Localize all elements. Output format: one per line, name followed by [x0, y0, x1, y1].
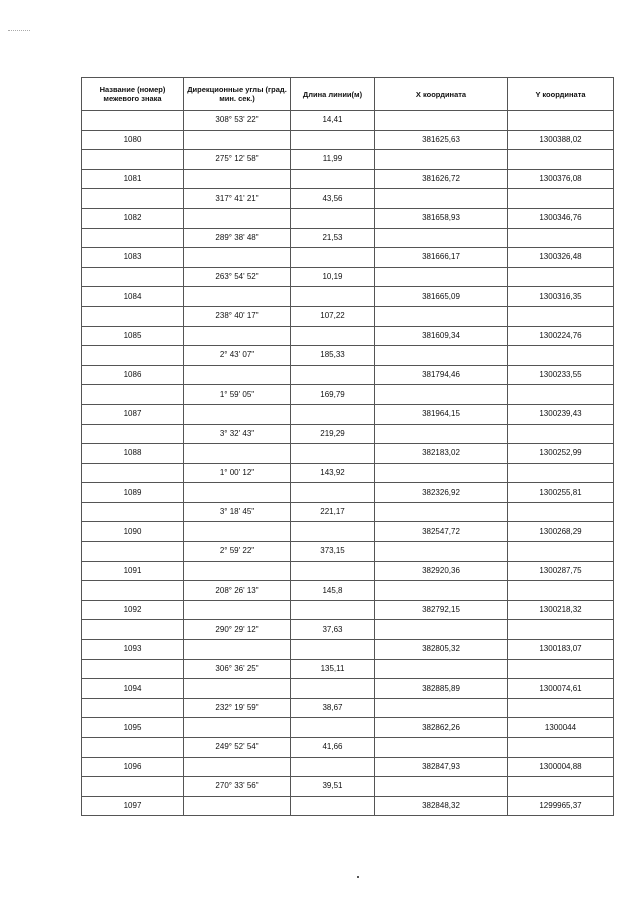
- cell-y-coordinate: 1300239,43: [508, 404, 614, 424]
- header-x-coordinate: X координата: [375, 78, 508, 111]
- cell-line-length: [291, 600, 375, 620]
- cell-line-length: [291, 483, 375, 503]
- cell-mark-name: [82, 659, 184, 679]
- cell-y-coordinate: 1300218,32: [508, 600, 614, 620]
- table-row: [82, 542, 614, 562]
- cell-mark-name: 1083: [82, 248, 184, 268]
- cell-y-coordinate: 1300224,76: [508, 326, 614, 346]
- table-row: [82, 346, 614, 366]
- cell-y-coordinate: 1300376,08: [508, 169, 614, 189]
- cell-mark-name: 1080: [82, 130, 184, 150]
- cell-line-length: 143,92: [291, 463, 375, 483]
- cell-x-coordinate: [375, 385, 508, 405]
- cell-mark-name: 1085: [82, 326, 184, 346]
- cell-mark-name: [82, 306, 184, 326]
- table-row: [82, 208, 614, 228]
- cell-line-length: 107,22: [291, 306, 375, 326]
- cell-x-coordinate: 381626,72: [375, 169, 508, 189]
- cell-bearing-angle: [184, 365, 291, 385]
- table-row: [82, 267, 614, 287]
- cell-x-coordinate: 381665,09: [375, 287, 508, 307]
- cell-bearing-angle: 208° 26' 13": [184, 581, 291, 601]
- cell-x-coordinate: 382792,15: [375, 600, 508, 620]
- table-header-row: [82, 78, 614, 111]
- cell-y-coordinate: [508, 306, 614, 326]
- cell-bearing-angle: [184, 248, 291, 268]
- cell-line-length: 219,29: [291, 424, 375, 444]
- cell-line-length: [291, 365, 375, 385]
- cell-y-coordinate: [508, 659, 614, 679]
- cell-x-coordinate: [375, 581, 508, 601]
- cell-x-coordinate: [375, 306, 508, 326]
- cell-mark-name: 1084: [82, 287, 184, 307]
- cell-x-coordinate: [375, 542, 508, 562]
- cell-mark-name: [82, 228, 184, 248]
- cell-line-length: [291, 287, 375, 307]
- table-row: [82, 679, 614, 699]
- cell-mark-name: 1086: [82, 365, 184, 385]
- cell-x-coordinate: [375, 620, 508, 640]
- table-row: [82, 404, 614, 424]
- table-row: [82, 228, 614, 248]
- cell-mark-name: 1097: [82, 796, 184, 816]
- cell-line-length: 11,99: [291, 150, 375, 170]
- cell-mark-name: [82, 777, 184, 797]
- cell-x-coordinate: 381625,63: [375, 130, 508, 150]
- cell-bearing-angle: [184, 757, 291, 777]
- cell-mark-name: [82, 581, 184, 601]
- cell-x-coordinate: 381666,17: [375, 248, 508, 268]
- table-row: [82, 111, 614, 131]
- cell-mark-name: [82, 189, 184, 209]
- cell-line-length: [291, 208, 375, 228]
- cell-line-length: [291, 169, 375, 189]
- cell-x-coordinate: [375, 150, 508, 170]
- cell-y-coordinate: [508, 698, 614, 718]
- table-row: [82, 738, 614, 758]
- cell-mark-name: [82, 463, 184, 483]
- cell-mark-name: [82, 150, 184, 170]
- cell-y-coordinate: 1300004,88: [508, 757, 614, 777]
- table-row: [82, 130, 614, 150]
- cell-x-coordinate: [375, 502, 508, 522]
- page-dot: [357, 876, 359, 878]
- cell-bearing-angle: 1° 00' 12": [184, 463, 291, 483]
- cell-bearing-angle: [184, 169, 291, 189]
- cell-y-coordinate: 1299965,37: [508, 796, 614, 816]
- table-row: [82, 698, 614, 718]
- cell-x-coordinate: 381609,34: [375, 326, 508, 346]
- cell-bearing-angle: 263° 54' 52": [184, 267, 291, 287]
- cell-bearing-angle: [184, 287, 291, 307]
- cell-x-coordinate: 382920,36: [375, 561, 508, 581]
- cell-y-coordinate: 1300074,61: [508, 679, 614, 699]
- cell-bearing-angle: [184, 600, 291, 620]
- table-row: [82, 248, 614, 268]
- cell-line-length: 185,33: [291, 346, 375, 366]
- table-row: [82, 385, 614, 405]
- cell-bearing-angle: 2° 43' 07": [184, 346, 291, 366]
- cell-y-coordinate: 1300044: [508, 718, 614, 738]
- cell-x-coordinate: 382326,92: [375, 483, 508, 503]
- cell-mark-name: 1082: [82, 208, 184, 228]
- cell-x-coordinate: [375, 738, 508, 758]
- cell-x-coordinate: [375, 189, 508, 209]
- cell-y-coordinate: 1300233,55: [508, 365, 614, 385]
- cell-line-length: [291, 640, 375, 660]
- cell-mark-name: [82, 542, 184, 562]
- cell-line-length: [291, 326, 375, 346]
- table-row: [82, 659, 614, 679]
- cell-line-length: 221,17: [291, 502, 375, 522]
- table-row: [82, 620, 614, 640]
- cell-y-coordinate: [508, 189, 614, 209]
- cell-y-coordinate: 1300346,76: [508, 208, 614, 228]
- cell-x-coordinate: [375, 346, 508, 366]
- table-row: [82, 581, 614, 601]
- cell-x-coordinate: 382847,93: [375, 757, 508, 777]
- cell-mark-name: [82, 698, 184, 718]
- cell-bearing-angle: [184, 404, 291, 424]
- cell-bearing-angle: 289° 38' 48": [184, 228, 291, 248]
- cell-x-coordinate: [375, 777, 508, 797]
- table-row: [82, 483, 614, 503]
- table-row: [82, 777, 614, 797]
- cell-y-coordinate: [508, 346, 614, 366]
- table-row: [82, 600, 614, 620]
- cell-x-coordinate: [375, 698, 508, 718]
- cell-bearing-angle: 238° 40' 17": [184, 306, 291, 326]
- cell-line-length: [291, 444, 375, 464]
- cell-line-length: 10,19: [291, 267, 375, 287]
- cell-bearing-angle: 249° 52' 54": [184, 738, 291, 758]
- table-row: [82, 561, 614, 581]
- cell-bearing-angle: 270° 33' 56": [184, 777, 291, 797]
- cell-bearing-angle: 3° 32' 43": [184, 424, 291, 444]
- cell-line-length: [291, 248, 375, 268]
- cell-bearing-angle: 306° 36' 25": [184, 659, 291, 679]
- cell-y-coordinate: [508, 738, 614, 758]
- cell-y-coordinate: 1300287,75: [508, 561, 614, 581]
- cell-mark-name: 1094: [82, 679, 184, 699]
- cell-y-coordinate: [508, 424, 614, 444]
- cell-x-coordinate: [375, 424, 508, 444]
- cell-mark-name: [82, 620, 184, 640]
- cell-line-length: 21,53: [291, 228, 375, 248]
- cell-mark-name: 1091: [82, 561, 184, 581]
- cell-bearing-angle: [184, 718, 291, 738]
- table-row: [82, 424, 614, 444]
- header-line-length: Длина линии(м): [291, 78, 375, 111]
- cell-y-coordinate: 1300255,81: [508, 483, 614, 503]
- cell-x-coordinate: [375, 228, 508, 248]
- cell-mark-name: 1092: [82, 600, 184, 620]
- cell-y-coordinate: 1300183,07: [508, 640, 614, 660]
- cell-x-coordinate: 381964,15: [375, 404, 508, 424]
- cell-bearing-angle: 2° 59' 22": [184, 542, 291, 562]
- table-row: [82, 757, 614, 777]
- cell-mark-name: [82, 346, 184, 366]
- table-row: [82, 796, 614, 816]
- cell-bearing-angle: [184, 640, 291, 660]
- cell-mark-name: 1093: [82, 640, 184, 660]
- cell-x-coordinate: 382885,89: [375, 679, 508, 699]
- cell-x-coordinate: [375, 267, 508, 287]
- cell-line-length: 14,41: [291, 111, 375, 131]
- cell-line-length: 41,66: [291, 738, 375, 758]
- cell-mark-name: 1089: [82, 483, 184, 503]
- cell-mark-name: 1087: [82, 404, 184, 424]
- cell-mark-name: 1095: [82, 718, 184, 738]
- cell-x-coordinate: 382862,26: [375, 718, 508, 738]
- cell-line-length: 145,8: [291, 581, 375, 601]
- boundary-marks-table: [81, 77, 614, 816]
- cell-bearing-angle: [184, 326, 291, 346]
- cell-mark-name: [82, 111, 184, 131]
- table-row: [82, 169, 614, 189]
- cell-bearing-angle: [184, 444, 291, 464]
- cell-mark-name: 1096: [82, 757, 184, 777]
- cell-x-coordinate: 382848,32: [375, 796, 508, 816]
- cell-bearing-angle: [184, 130, 291, 150]
- cell-line-length: 43,56: [291, 189, 375, 209]
- cell-mark-name: [82, 385, 184, 405]
- table-row: [82, 189, 614, 209]
- cell-x-coordinate: 381794,46: [375, 365, 508, 385]
- cell-y-coordinate: [508, 385, 614, 405]
- cell-bearing-angle: 275° 12' 58": [184, 150, 291, 170]
- cell-line-length: 39,51: [291, 777, 375, 797]
- cell-x-coordinate: [375, 111, 508, 131]
- cell-bearing-angle: 1° 59' 05": [184, 385, 291, 405]
- cell-bearing-angle: 317° 41' 21": [184, 189, 291, 209]
- cell-line-length: [291, 561, 375, 581]
- cell-y-coordinate: [508, 777, 614, 797]
- header-y-coordinate: Y координата: [508, 78, 614, 111]
- cell-y-coordinate: 1300252,99: [508, 444, 614, 464]
- cell-line-length: [291, 404, 375, 424]
- cell-bearing-angle: [184, 483, 291, 503]
- cell-line-length: [291, 757, 375, 777]
- cell-y-coordinate: [508, 150, 614, 170]
- cell-line-length: [291, 796, 375, 816]
- cell-y-coordinate: 1300326,48: [508, 248, 614, 268]
- cell-line-length: 169,79: [291, 385, 375, 405]
- cell-line-length: [291, 718, 375, 738]
- cell-y-coordinate: [508, 111, 614, 131]
- table-row: [82, 306, 614, 326]
- table-row: [82, 463, 614, 483]
- cell-y-coordinate: [508, 502, 614, 522]
- table-row: [82, 326, 614, 346]
- cell-line-length: 37,63: [291, 620, 375, 640]
- cell-bearing-angle: [184, 679, 291, 699]
- cell-bearing-angle: 232° 19' 59": [184, 698, 291, 718]
- cell-line-length: 38,67: [291, 698, 375, 718]
- cell-y-coordinate: [508, 542, 614, 562]
- cell-bearing-angle: 290° 29' 12": [184, 620, 291, 640]
- scan-artifact-mark: [8, 30, 30, 31]
- table-row: [82, 287, 614, 307]
- cell-bearing-angle: [184, 208, 291, 228]
- cell-y-coordinate: 1300316,35: [508, 287, 614, 307]
- cell-bearing-angle: [184, 522, 291, 542]
- cell-bearing-angle: [184, 561, 291, 581]
- cell-y-coordinate: [508, 620, 614, 640]
- cell-bearing-angle: [184, 796, 291, 816]
- cell-bearing-angle: 308° 53' 22": [184, 111, 291, 131]
- cell-y-coordinate: [508, 267, 614, 287]
- cell-y-coordinate: [508, 463, 614, 483]
- cell-mark-name: [82, 424, 184, 444]
- cell-mark-name: 1088: [82, 444, 184, 464]
- table-row: [82, 640, 614, 660]
- table-row: [82, 444, 614, 464]
- cell-mark-name: 1090: [82, 522, 184, 542]
- cell-mark-name: [82, 267, 184, 287]
- cell-x-coordinate: [375, 659, 508, 679]
- table-row: [82, 502, 614, 522]
- cell-mark-name: [82, 502, 184, 522]
- cell-x-coordinate: 382805,32: [375, 640, 508, 660]
- cell-line-length: 135,11: [291, 659, 375, 679]
- header-bearing-angle: Дирекционные углы (град. мин. сек.): [184, 78, 291, 111]
- cell-y-coordinate: [508, 581, 614, 601]
- cell-x-coordinate: 382547,72: [375, 522, 508, 542]
- table-row: [82, 522, 614, 542]
- cell-x-coordinate: [375, 463, 508, 483]
- cell-line-length: 373,15: [291, 542, 375, 562]
- cell-mark-name: [82, 738, 184, 758]
- cell-line-length: [291, 130, 375, 150]
- cell-x-coordinate: 381658,93: [375, 208, 508, 228]
- table-row: [82, 365, 614, 385]
- cell-line-length: [291, 522, 375, 542]
- cell-line-length: [291, 679, 375, 699]
- cell-bearing-angle: 3° 18' 45": [184, 502, 291, 522]
- table-body: [82, 111, 614, 816]
- cell-y-coordinate: 1300268,29: [508, 522, 614, 542]
- table-row: [82, 150, 614, 170]
- header-mark-name: Название (номер) межевого знака: [82, 78, 184, 111]
- cell-x-coordinate: 382183,02: [375, 444, 508, 464]
- cell-y-coordinate: 1300388,02: [508, 130, 614, 150]
- table-row: [82, 718, 614, 738]
- cell-y-coordinate: [508, 228, 614, 248]
- cell-mark-name: 1081: [82, 169, 184, 189]
